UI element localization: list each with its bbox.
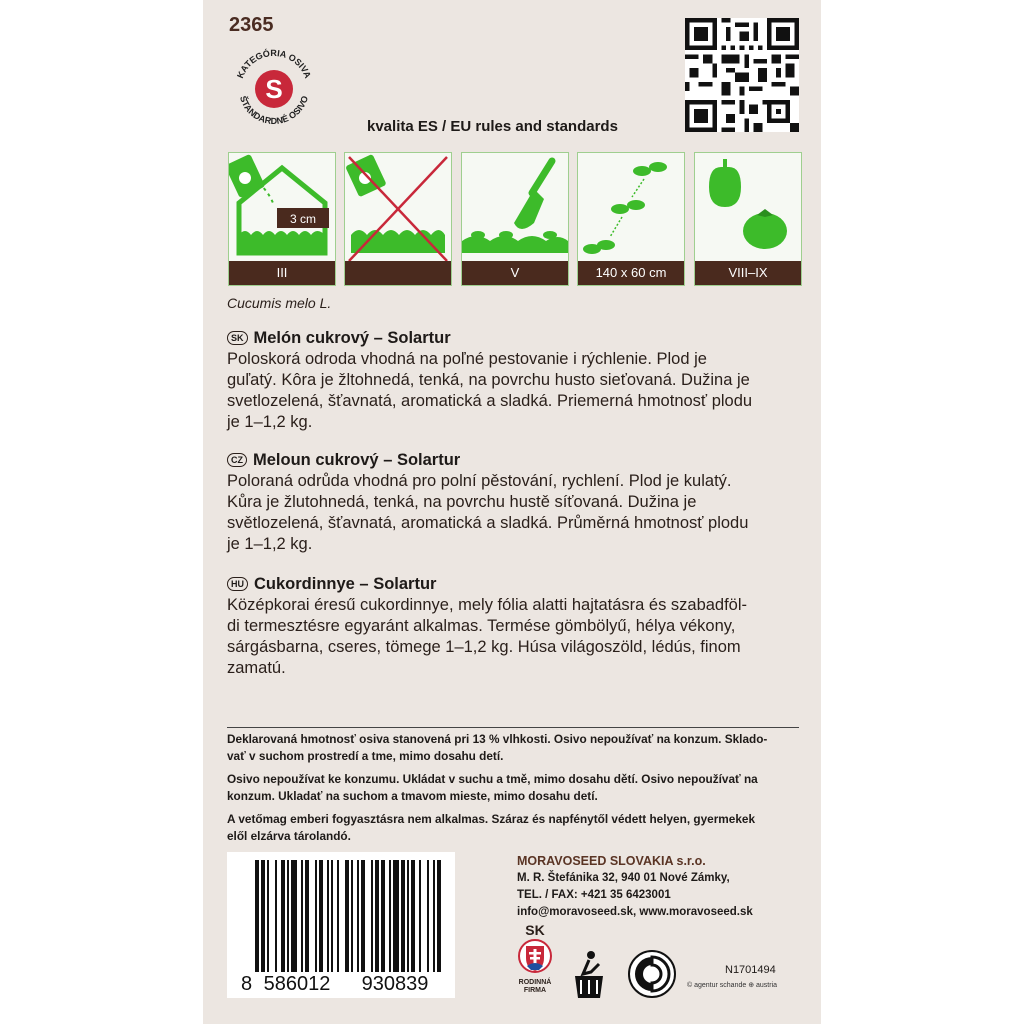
note-line: Deklarovaná hmotnosť osiva stanovená pri 13 % vlhkosti. Osivo nepoužívať na konzum. Sklado- xyxy=(227,732,768,746)
company-address: M. R. Štefánika 32, 940 01 Nové Zámky, xyxy=(517,872,730,884)
barcode-bar xyxy=(291,860,297,972)
note-sk xyxy=(227,731,799,765)
section-line: je 1–1,2 kg. xyxy=(227,413,313,431)
seal-top-text: KATEGÓRIA OSIVA xyxy=(235,47,313,80)
barcode-bar xyxy=(371,860,373,972)
seed-category-seal-icon xyxy=(227,42,321,136)
section-cz xyxy=(227,450,807,555)
barcode-bar xyxy=(381,860,385,972)
pictogram-label: III xyxy=(229,261,335,285)
company-phone: TEL. / FAX: +421 35 6423001 xyxy=(517,889,671,901)
company-web: info@moravoseed.sk, www.moravoseed.sk xyxy=(517,906,753,918)
pictogram-label: 140 x 60 cm xyxy=(578,261,684,285)
language-tag: SK xyxy=(227,331,248,345)
barcode-bar xyxy=(267,860,269,972)
barcode-bar xyxy=(357,860,359,972)
barcode-bar xyxy=(361,860,365,972)
pictogram-label: V xyxy=(462,261,568,285)
language-tag: HU xyxy=(227,577,248,591)
qr-code-icon xyxy=(685,18,799,132)
barcode-bar xyxy=(315,860,317,972)
barcode-digits: 586012 xyxy=(263,973,331,995)
section-sk xyxy=(227,328,807,433)
barcode-bar xyxy=(331,860,333,972)
barcode-bar xyxy=(345,860,349,972)
section-line: Középkorai éresű cukordinnye, mely fólia alatti hajtatásra és szabadföl- xyxy=(227,596,748,614)
product-code: 2365 xyxy=(229,14,274,36)
barcode-bar xyxy=(437,860,441,972)
slovak-shield-icon xyxy=(517,938,553,974)
quality-statement: kvalita ES / EU rules and standards xyxy=(367,118,618,135)
barcode-bar xyxy=(433,860,435,972)
greenhouse-sowing-icon xyxy=(229,153,335,261)
vegetables-harvest-icon xyxy=(695,153,801,261)
plant-spacing-icon xyxy=(578,153,684,261)
note-hu xyxy=(227,811,799,845)
barcode-bar xyxy=(407,860,409,972)
barcode-bar xyxy=(375,860,379,972)
pictogram-transplant xyxy=(461,152,569,286)
registration-code: N1701494 xyxy=(725,964,776,976)
pictogram-harvest xyxy=(694,152,802,286)
section-line: svetlozelená, šťavnatá, aromatická a sladká. Priemerná hmotnosť plodu xyxy=(227,392,753,410)
sowing-depth-label: 3 cm xyxy=(289,212,317,226)
tidyman-disposal-icon xyxy=(569,950,609,1000)
section-line: guľatý. Kôra je žltohnedá, tenká, na povrchu husto sieťovaná. Dužina je xyxy=(227,371,750,389)
barcode-bar xyxy=(319,860,323,972)
section-line: Poloskorá odroda vhodná na poľné pestovanie i rýchlenie. Plod je xyxy=(227,350,707,368)
note-line: vať v suchom prostredí a tme, mimo dosahu detí. xyxy=(227,749,504,763)
pictogram-sowing-crossed xyxy=(344,152,452,286)
section-line: je 1–1,2 kg. xyxy=(227,535,313,553)
barcode xyxy=(227,852,455,998)
language-tag: CZ xyxy=(227,453,247,467)
pictogram-spacing xyxy=(577,152,685,286)
barcode-digits: 8 xyxy=(241,973,253,995)
barcode-bar xyxy=(287,860,289,972)
sowing-not-recommended-icon xyxy=(345,153,451,261)
pictogram-label xyxy=(345,261,451,285)
note-line: elől elzárva tárolandó. xyxy=(227,829,351,843)
section-line: di termesztésre egyaránt alkalmas. Termése gömbölyű, hélya vékony, xyxy=(227,617,736,635)
barcode-bar xyxy=(427,860,429,972)
section-line: Poloraná odrůda vhodná pro polní pěstování, rychlení. Plod je kulatý. xyxy=(227,472,732,490)
section-title: Meloun cukrový – Solartur xyxy=(253,451,461,469)
barcode-bar xyxy=(411,860,415,972)
barcode-digits: 930839 xyxy=(361,973,429,995)
barcode-bar xyxy=(327,860,329,972)
barcode-bar xyxy=(281,860,285,972)
barcode-bar xyxy=(389,860,391,972)
family-text-2: FIRMA xyxy=(523,987,547,994)
barcode-bar xyxy=(351,860,353,972)
agency-credit: © agentur schande ⊕ austria xyxy=(687,982,778,989)
barcode-bar xyxy=(419,860,421,972)
barcode-bar xyxy=(275,860,277,972)
company-name: MORAVOSEED SLOVAKIA s.r.o. xyxy=(517,854,706,868)
cultivation-pictograms xyxy=(228,152,802,286)
seal-bottom-text: ŠTANDARDNÉ OSIVO xyxy=(237,94,311,127)
barcode-bar xyxy=(337,860,339,972)
section-title: Cukordinnye – Solartur xyxy=(254,575,437,593)
section-title: Melón cukrový – Solartur xyxy=(253,329,451,347)
note-line: Osivo nepoužívat ke konzumu. Ukládat v suchu a tmě, mimo dosahu dětí. Osivo nepoužívať na xyxy=(227,772,758,786)
barcode-bar xyxy=(301,860,303,972)
seal-letter: S xyxy=(265,74,283,104)
note-line: konzum. Ukladať na suchom a tmavom mieste, mimo dosahu detí. xyxy=(227,789,598,803)
barcode-bars xyxy=(227,852,455,998)
section-line: Kůra je žlutohnedá, tenká, na povrchu hustě síťovaná. Dužina je xyxy=(227,493,697,511)
section-line: zamatú. xyxy=(227,659,286,677)
family-firm-badge xyxy=(515,922,555,995)
divider xyxy=(227,727,799,728)
section-hu xyxy=(227,574,807,679)
country-code: SK xyxy=(525,922,545,938)
barcode-bar xyxy=(255,860,259,972)
barcode-bar xyxy=(305,860,309,972)
section-line: sárgásbarna, cseres, tömege 1–1,2 kg. Húsa világoszöld, lédús, finom xyxy=(227,638,741,656)
pictogram-sowing-indoor xyxy=(228,152,336,286)
latin-name: Cucumis melo L. xyxy=(227,295,332,311)
note-cz xyxy=(227,771,799,805)
trowel-planting-icon xyxy=(462,153,568,261)
barcode-bar xyxy=(401,860,405,972)
section-line: světlozelená, šťavnatá, aromatická a sladká. Průměrná hmotnosť plodu xyxy=(227,514,749,532)
note-line: A vetőmag emberi fogyasztásra nem alkalmas. Száraz és napfénytől védett helyen, gyermekek xyxy=(227,812,756,826)
barcode-bar xyxy=(393,860,399,972)
pictogram-label: VIII–IX xyxy=(695,261,801,285)
company-info xyxy=(517,853,753,921)
family-text-1: RODINNÁ xyxy=(518,979,552,986)
green-dot-recycle-icon xyxy=(627,949,677,999)
barcode-bar xyxy=(261,860,265,972)
seed-packet-back xyxy=(203,0,821,1024)
